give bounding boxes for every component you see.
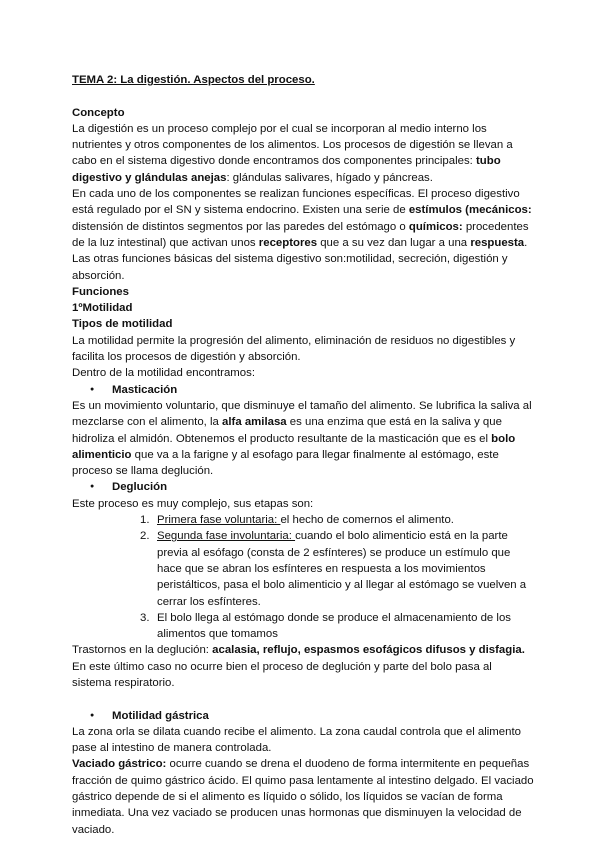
bold-text: alfa amilasa (222, 416, 287, 429)
text-run: ocurre cuando se drena el duodeno de forma intermitente en pequeñas fracción de quimo gástrico ácido. El quimo pasa lentamente al intestino delgado. El vaciado gástrico depende de si el alimento es líquido o sólido, los líquidos se vacían de forma inmediata. Una vez vaciado se producen unas hormonas que disminuyen la velocidad de vaciado. (72, 758, 534, 836)
bold-text: tubo digestivo y glándulas anejas (72, 155, 501, 184)
bold-text: bolo alimenticio (72, 432, 516, 461)
bold-text: Masticación (112, 383, 178, 396)
bold-text: Motilidad gástrica (112, 709, 209, 722)
document-page (72, 72, 534, 838)
bullet-heading (72, 708, 534, 724)
numbered-item (72, 512, 534, 528)
bold-text: Vaciado gástrico: (72, 758, 167, 771)
text-run: el hecho de comernos el alimento. (280, 514, 454, 527)
list-number: 1. (140, 514, 150, 527)
bold-text: 1ºMotilidad (72, 302, 133, 315)
text-run: cuando el bolo alimenticio está en la parte previa al esófago (consta de 2 esfínteres) se produce un estímulo que hace que se abran los esfínteres en respuesta a los movimientos peristálticos, pasa el bolo alimenticio y al llegar al estómago se vuelven a cerrar los esfínteres. (157, 530, 527, 608)
text-run: que va a la farigne y al esofago para llegar finalmente al estómago, este proceso se llama deglución. (72, 448, 499, 478)
bold-text: acalasia, reflujo, espasmos esofágicos difusos y disfagia. (212, 644, 525, 657)
paragraph (72, 365, 534, 381)
text-run: que a su vez dan lugar a una (317, 236, 471, 249)
text-run: procedentes de la luz intestinal) que activan unos (72, 220, 529, 249)
blank-line (72, 691, 534, 707)
bold-text: Funciones (72, 285, 129, 298)
bold-text: químicos: (408, 220, 463, 233)
bold-text: Tipos de motilidad (72, 318, 173, 331)
bold-text: TEMA 2: La digestión. Aspectos del proceso. (72, 74, 315, 86)
text-run: . (524, 236, 528, 249)
document-title (72, 72, 534, 88)
bold-text: Deglución (112, 481, 168, 494)
text-run: distensión de distintos segmentos por las paredes del estómago o (72, 220, 409, 233)
paragraph (72, 398, 534, 479)
text-run: Las otras funciones básicas del sistema digestivo son:motilidad, secreción, digestión y absorción. (72, 253, 508, 282)
blank-line (72, 88, 534, 104)
list-number: 2. (140, 530, 150, 543)
paragraph (72, 659, 534, 692)
paragraph (72, 300, 534, 316)
numbered-item (72, 610, 534, 643)
text-run: Dentro de la motilidad encontramos: (72, 367, 255, 380)
text-run: Trastornos en la deglución: (72, 644, 213, 657)
underlined-text: Segunda fase involuntaria: (157, 530, 296, 543)
paragraph (72, 642, 534, 658)
text-run: es una enzima que está en la saliva y que hidroliza el almidón. Obtenemos el producto resultante de la masticación que es el (72, 416, 502, 445)
paragraph (72, 496, 534, 512)
text-run: En este último caso no ocurre bien el proceso de deglución y parte del bolo pasa al sistema respiratorio. (72, 660, 492, 689)
paragraph (72, 724, 534, 757)
bold-text: Concepto (72, 106, 125, 119)
bold-text: respuesta (470, 236, 525, 249)
text-run: En cada uno de los componentes se realizan funciones específicas. El proceso digestivo está regulado por el SN y sistema endocrino. Existen una serie de (72, 188, 520, 217)
text-run: Este proceso es muy complejo, sus etapas son: (72, 497, 314, 510)
paragraph (72, 284, 534, 300)
paragraph (72, 186, 534, 251)
bullet-heading (72, 479, 534, 495)
paragraph (72, 316, 534, 332)
bold-text: estímulos (mecánicos: (408, 204, 532, 217)
bold-text: receptores (258, 236, 318, 249)
paragraph (72, 251, 534, 284)
numbered-item (72, 528, 534, 609)
text-run: La zona orla se dilata cuando recibe el alimento. La zona caudal controla que el alimento pase al intestino de manera controlada. (72, 725, 521, 755)
list-number: 3. (140, 611, 150, 624)
paragraph (72, 105, 534, 121)
text-run: La motilidad permite la progresión del alimento, eliminación de residuos no digestibles y facilita los procesos de digestión y absorción. (72, 334, 516, 364)
text-run: Es un movimiento voluntario, que disminuye el tamaño del alimento. Se lubrifica la saliva al mezclarse con el alimento, la (72, 399, 532, 429)
text-run: El bolo llega al estómago donde se produce el almacenamiento de los alimentos que tomamos (157, 611, 511, 641)
paragraph (72, 333, 534, 366)
underlined-text: Primera fase voluntaria: (157, 514, 281, 527)
paragraph (72, 756, 534, 837)
text-run: : glándulas salivares, hígado y páncreas. (226, 171, 433, 184)
bullet-heading (72, 382, 534, 398)
paragraph (72, 121, 534, 186)
text-run: La digestión es un proceso complejo por el cual se incorporan al medio interno los nutrientes y otros componentes de los alimentos. Los procesos de digestión se llevan a cabo en el sistema digestivo donde encontramos dos componentes principales: (72, 122, 513, 168)
